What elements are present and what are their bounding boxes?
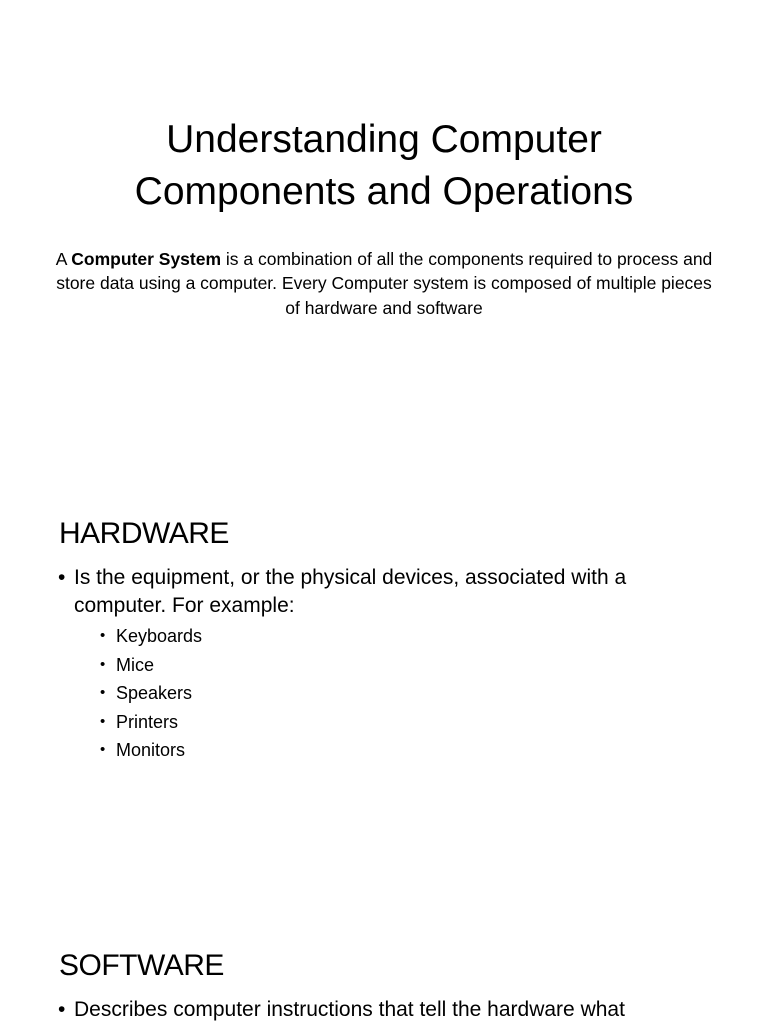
title-line-1: Understanding Computer <box>166 118 602 162</box>
hardware-bullet-list <box>58 564 718 765</box>
title-line-2: Components and Operations <box>134 170 634 214</box>
list-item: • Monitors <box>100 736 718 765</box>
slide-software <box>0 884 768 1024</box>
software-bullet-list <box>58 996 718 1024</box>
list-item: • Keyboards <box>100 622 718 651</box>
list-item: • Mice <box>100 651 718 680</box>
subtitle-bold-term: Computer System <box>71 248 222 269</box>
hardware-examples-list <box>100 622 718 765</box>
hardware-bullet-text: Is the equipment, or the physical devices, associated with a computer. For example: <box>74 566 627 617</box>
slide-hardware <box>0 460 768 884</box>
page-title <box>0 114 768 218</box>
hardware-bullet <box>58 564 718 765</box>
subtitle-text: is a combination of all the components required to process and store data using a computer. Every Computer system is composed of multiple pieces of hardware and software <box>56 248 713 318</box>
software-bullet <box>58 996 718 1024</box>
hardware-heading: HARDWARE <box>59 516 229 550</box>
software-heading: SOFTWARE <box>59 948 224 982</box>
subtitle <box>54 247 714 321</box>
list-item: • Printers <box>100 708 718 737</box>
slide-title <box>0 0 768 460</box>
software-bullet-text: Describes computer instructions that tell the hardware what <box>74 998 625 1021</box>
subtitle-prefix: A <box>55 248 72 269</box>
list-item: • Speakers <box>100 679 718 708</box>
